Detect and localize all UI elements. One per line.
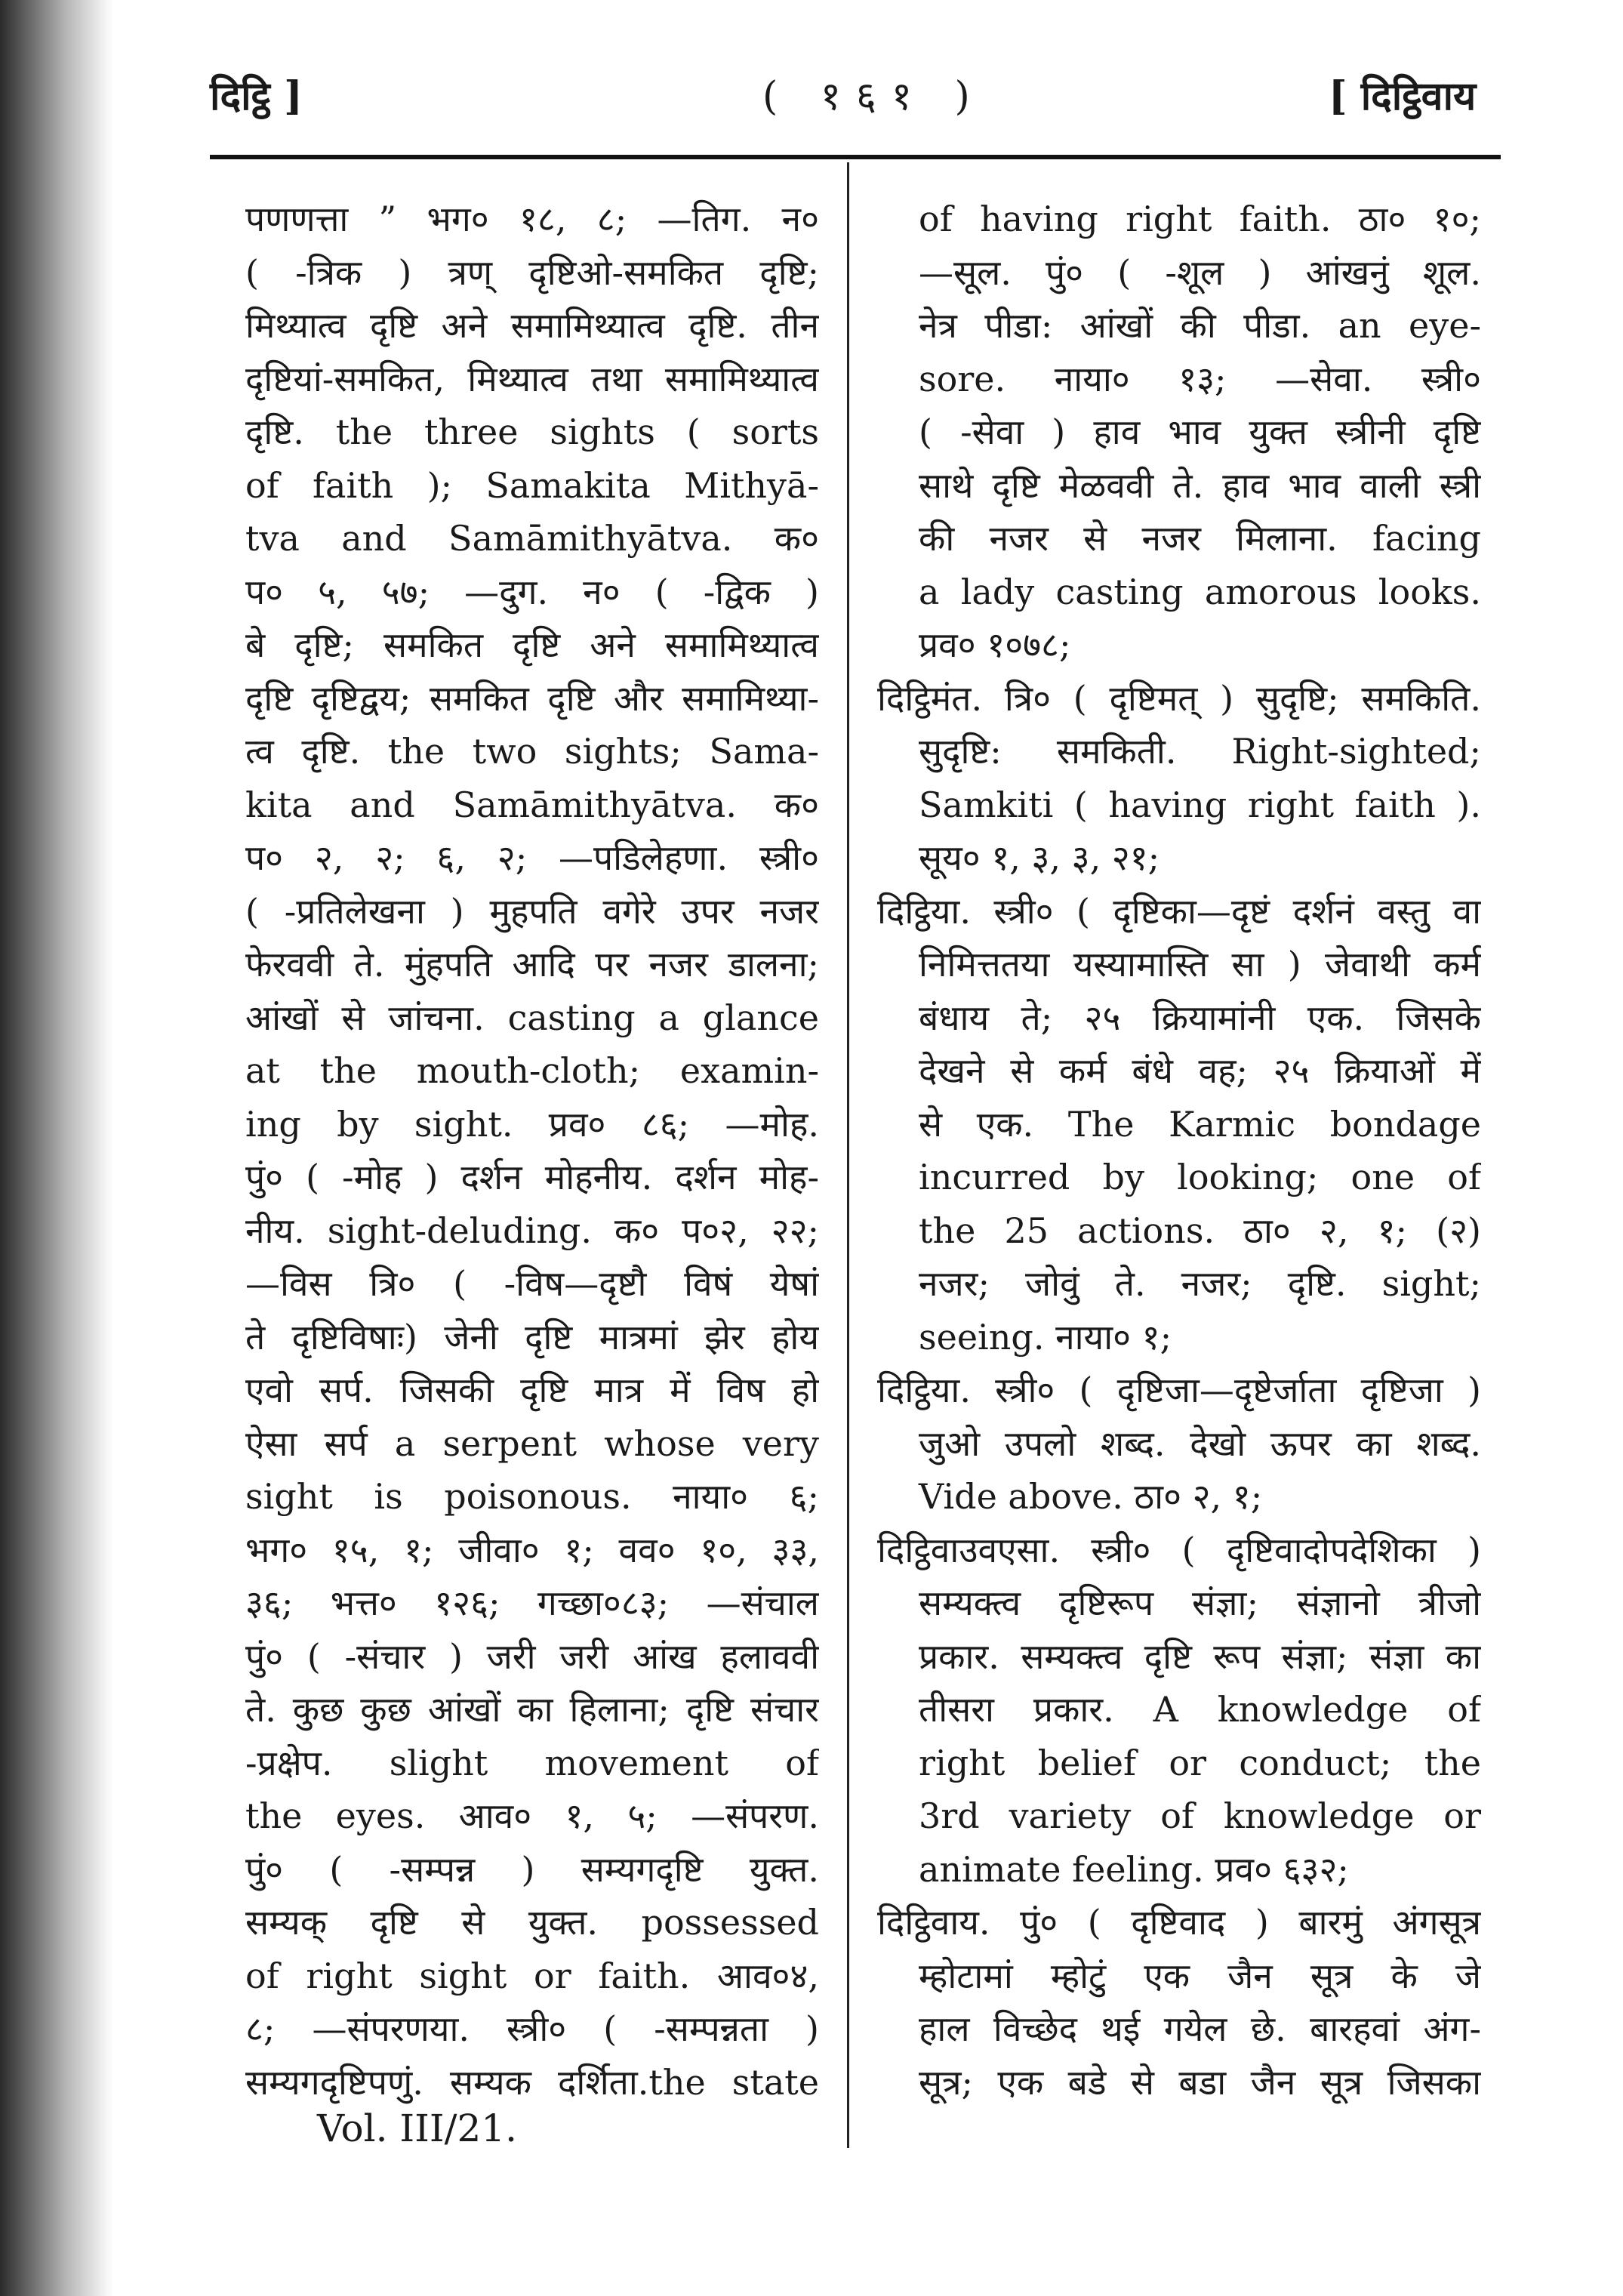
page-number: ( १६१ ) bbox=[762, 74, 985, 119]
text-line: right belief or conduct; the bbox=[919, 1742, 1481, 1783]
text-line: sore. नाया० १३; —सेवा. स्त्री० bbox=[919, 358, 1481, 399]
left-column bbox=[245, 193, 819, 2109]
text-line: दृष्टि. the three sights ( sorts bbox=[245, 411, 819, 452]
text-line: Vide above. ठा० २, १; bbox=[919, 1476, 1263, 1517]
text-line: sight is poisonous. नाया० ६; bbox=[245, 1476, 819, 1517]
text-line: ing by sight. प्रव० ८६; —मोह. bbox=[245, 1103, 819, 1145]
text-line: सम्यक् दृष्टि से युक्त. possessed bbox=[245, 1902, 819, 1943]
text-line: नीय. sight-deluding. क० प०२, २२; bbox=[245, 1210, 819, 1251]
text-line: of faith ); Samakita Mithyā- bbox=[245, 464, 819, 506]
text-line: दृष्टियां-समकित, मिथ्यात्व तथा समामिथ्यात्व bbox=[245, 358, 819, 399]
text-line: नजर; जोवुं ते. नजर; दृष्टि. sight; bbox=[919, 1263, 1481, 1304]
text-line: एवो सर्प. जिसकी दृष्टि मात्र में विष हो bbox=[245, 1370, 819, 1410]
column-divider bbox=[847, 162, 849, 2148]
volume-footer: Vol. III/21. bbox=[317, 2106, 518, 2150]
text-line: ते दृष्टिविषाः) जेनी दृष्टि मात्रमां झेर होय bbox=[245, 1316, 819, 1358]
text-line: फेरववी ते. मुंहपति आदि पर नजर डालना; bbox=[245, 944, 819, 985]
text-line: सूय० १, ३, ३, २१; bbox=[919, 837, 1160, 878]
text-line: जुओ उपलो शब्द. देखो ऊपर का शब्द. bbox=[919, 1422, 1481, 1464]
entry-headword-line: दिट्ठिमंत. त्रि० ( दृष्टिमत् ) सुदृष्टि; समकिति. bbox=[877, 677, 1481, 719]
text-line: ते. कुछ कुछ आंखों का हिलाना; दृष्टि संचार bbox=[245, 1689, 819, 1730]
text-line: पणणत्ता ” भग० १८, ८; —तिग. न० bbox=[245, 199, 819, 239]
text-line: से एक. The Karmic bondage bbox=[919, 1103, 1481, 1145]
text-line: बे दृष्टि; समकित दृष्टि अने समामिथ्यात्व bbox=[245, 624, 819, 665]
text-line: देखने से कर्म बंधे वह; २५ क्रियाओं में bbox=[919, 1050, 1481, 1091]
text-line: at the mouth-cloth; examin- bbox=[245, 1050, 819, 1091]
text-line: सुदृष्टि: समकिती. Right-sighted; bbox=[919, 731, 1481, 772]
text-line: a lady casting amorous looks. bbox=[919, 571, 1481, 612]
text-line: the eyes. आव० १, ५; —संपरण. bbox=[245, 1795, 819, 1836]
text-line: ( -प्रतिलेखना ) मुहपति वगेरे उपर नजर bbox=[245, 890, 819, 932]
header-left-word: दिट्ठि ] bbox=[210, 73, 303, 119]
text-line: प० २, २; ६, २; —पडिलेहणा. स्त्री० bbox=[245, 837, 819, 878]
text-line: बंधाय ते; २५ क्रियामांनी एक. जिसके bbox=[919, 997, 1481, 1038]
text-line: पुं० ( -सम्पन्न ) सम्यगदृष्टि युक्त. bbox=[245, 1848, 819, 1890]
text-line: पुं० ( -मोह ) दर्शन मोहनीय. दर्शन मोह- bbox=[245, 1157, 819, 1197]
text-line: ( -सेवा ) हाव भाव युक्त स्त्रीनी दृष्टि bbox=[919, 411, 1481, 452]
text-line: tva and Samāmithyātva. क० bbox=[245, 518, 819, 559]
text-line: दृष्टि दृष्टिद्वय; समकित दृष्टि और समामिथ्या- bbox=[245, 677, 819, 719]
entry-headword-line: दिट्ठिया. स्त्री० ( दृष्टिका—दृष्टं दर्शनं वस्तु वा bbox=[877, 890, 1481, 932]
header-rule bbox=[210, 155, 1501, 159]
text-line: म्होटामां म्होटुं एक जैन सूत्र के जे bbox=[919, 1955, 1481, 1996]
text-line: साथे दृष्टि मेळववी ते. हाव भाव वाली स्त्री bbox=[919, 464, 1481, 506]
text-line: निमित्ततया यस्यामास्ति सा ) जेवाथी कर्म bbox=[919, 944, 1481, 985]
text-line: —विस त्रि० ( -विष—दृष्टौ विषं येषां bbox=[245, 1263, 819, 1304]
text-line: ऐसा सर्प a serpent whose very bbox=[245, 1422, 819, 1464]
text-line: Samkiti ( having right faith ). bbox=[919, 784, 1481, 825]
entry-headword-line: दिट्ठिवाय. पुं० ( दृष्टिवाद ) बारमुं अंगसूत्र bbox=[877, 1902, 1481, 1943]
header-right-word: [ दिट्ठिवाय bbox=[1329, 73, 1477, 119]
text-line: the 25 actions. ठा० २, १; (२) bbox=[919, 1210, 1481, 1251]
text-line: नेत्र पीडा: आंखों की पीडा. an eye- bbox=[919, 305, 1481, 346]
text-line: kita and Samāmithyātva. क० bbox=[245, 784, 819, 825]
text-line: ३६; भत्त० १२६; गच्छा०८३; —संचाल bbox=[245, 1583, 819, 1623]
text-line: ८; —संपरणया. स्त्री० ( -सम्पन्नता ) bbox=[245, 2008, 819, 2049]
text-line: तीसरा प्रकार. A knowledge of bbox=[919, 1689, 1481, 1730]
text-line: सूत्र; एक बडे से बडा जैन सूत्र जिसका bbox=[919, 2061, 1481, 2103]
entry-headword-line: दिट्ठिवाउवएसा. स्त्री० ( दृष्टिवादोपदेशिका ) bbox=[877, 1529, 1481, 1570]
text-line: of right sight or faith. आव०४, bbox=[245, 1955, 819, 1996]
text-line: incurred by looking; one of bbox=[919, 1157, 1481, 1197]
text-line: मिथ्यात्व दृष्टि अने समामिथ्यात्व दृष्टि. तीन bbox=[245, 305, 819, 346]
text-line: -प्रक्षेप. slight movement of bbox=[245, 1742, 819, 1783]
text-line: की नजर से नजर मिलाना. facing bbox=[919, 518, 1481, 559]
text-line: आंखों से जांचना. casting a glance bbox=[245, 997, 819, 1038]
text-line: 3rd variety of knowledge or bbox=[919, 1795, 1481, 1836]
text-line: सम्यक्त्व दृष्टिरूप संज्ञा; संज्ञानो त्रीजो bbox=[919, 1583, 1481, 1623]
text-line: ( -त्रिक ) त्रण् दृष्टिओ-समकित दृष्टि; bbox=[245, 251, 819, 293]
text-line: प० ५, ५७; —दुग. न० ( -द्विक ) bbox=[245, 571, 819, 612]
text-line: प्रव० १०७८; bbox=[919, 624, 1071, 665]
text-line: त्व दृष्टि. the two sights; Sama- bbox=[245, 731, 819, 772]
scan-edge-shadow bbox=[0, 0, 113, 2296]
text-line: animate feeling. प्रव० ६३२; bbox=[919, 1848, 1349, 1890]
text-line: seeing. नाया० १; bbox=[919, 1316, 1172, 1358]
text-line: of having right faith. ठा० १०; bbox=[919, 199, 1481, 239]
text-line: भग० १५, १; जीवा० १; वव० १०, ३३, bbox=[245, 1529, 819, 1570]
text-line: सम्यगदृष्टिपणुं. सम्यक दर्शिता.the state bbox=[245, 2061, 819, 2103]
text-line: प्रकार. सम्यक्त्व दृष्टि रूप संज्ञा; संज्ञा का bbox=[919, 1635, 1481, 1677]
right-column bbox=[877, 193, 1481, 2109]
text-line: पुं० ( -संचार ) जरी जरी आंख हलाववी bbox=[245, 1635, 819, 1677]
text-line: हाल विच्छेद थई गयेल छे. बारहवां अंग- bbox=[919, 2008, 1481, 2049]
entry-headword-line: दिट्ठिया. स्त्री० ( दृष्टिजा—दृष्टेर्जाता दृष्टिजा ) bbox=[877, 1370, 1481, 1410]
text-line: —सूल. पुं० ( -शूल ) आंखनुं शूल. bbox=[919, 251, 1481, 293]
